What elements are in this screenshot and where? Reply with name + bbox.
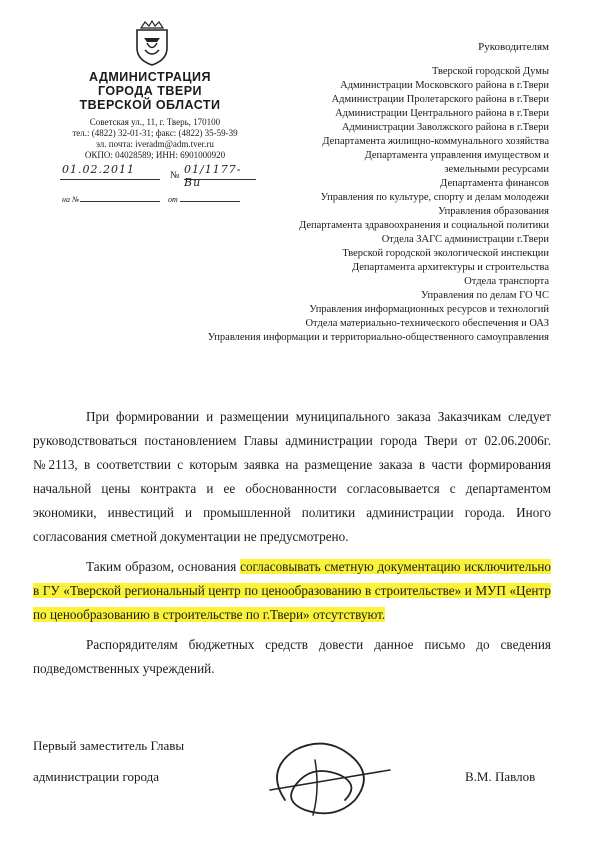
addressee-item: Управления информации и территориально-общественного самоуправления: [207, 332, 549, 343]
org-codes: ОКПО: 04028589; ИНН: 6901000920: [84, 150, 226, 160]
org-phone: тел.: (4822) 32-01-31; факс: (4822) 35-59-39: [72, 128, 238, 138]
addressee-item: Администрации Пролетарского района в г.Твери: [331, 94, 549, 105]
addressee-item: Департамента жилищно-коммунального хозяйства: [322, 136, 549, 147]
handwritten-signature-icon: [255, 730, 405, 825]
addressees-heading: Руководителям: [478, 41, 549, 53]
signer-name: В.М. Павлов: [465, 769, 536, 784]
highlighted-text: согласовывать сметную документацию исключительно в ГУ «Тверской региональный центр по ценообразованию в строительстве» и МУП «Центр по ценообразованию в строительстве по г.Твери» отсутствуют.: [33, 559, 551, 622]
org-name-line2: ГОРОДА ТВЕРИ: [97, 84, 203, 98]
addressee-item: Администрации Заволжского района в г.Твери: [341, 122, 549, 133]
body-paragraph-2-plain: Таким образом, основания: [86, 559, 241, 574]
body-paragraph-1: При формировании и размещении муниципального заказа Заказчикам следует руководствоваться постановлением Главы администрации города Твери от 02.06.2006г. №2113, в соответствии с которым заявка на размещение заказа в части формирования начальной цены контракта и ее обоснованности согласовывается с департаментом экономики, инвестиций и промышленной политики администрации города. Иного согласования сметной документации не предусмотрено.: [33, 409, 551, 544]
reg-date-line: [60, 163, 160, 180]
letter-body: [33, 405, 551, 681]
addressee-item: земельными ресурсами: [444, 164, 549, 175]
addressee-item: Департамента финансов: [440, 178, 549, 189]
body-paragraph-2: [33, 555, 551, 627]
org-name-line1: АДМИНИСТРАЦИЯ: [88, 70, 212, 84]
signer-position-line1: Первый заместитель Главы: [33, 738, 185, 753]
addressee-item: Департамента архитектуры и строительства: [351, 262, 549, 273]
reply-to-label: на №: [62, 195, 80, 204]
addressee-item: Тверской городской экологической инспекции: [342, 248, 549, 259]
addressee-item: Управления по культуре, спорту и делам молодежи: [320, 192, 549, 203]
org-address: Советская ул., 11, г. Тверь, 170100: [89, 117, 221, 127]
org-name-line3: ТВЕРСКОЙ ОБЛАСТИ: [79, 98, 221, 112]
reply-to-line: [80, 193, 160, 202]
addressee-item: Департамента здравоохранения и социальной политики: [299, 220, 549, 231]
addressee-item: Администрации Московского района в г.Твери: [340, 80, 549, 91]
addressee-item: Тверской городской Думы: [432, 66, 549, 77]
reg-date: 01.02.2011: [62, 163, 135, 176]
org-email: эл. почта: iveradm@adm.tver.ru: [96, 139, 214, 149]
addressee-item: Управления по делам ГО ЧС: [421, 290, 549, 301]
reg-number-sign: №: [170, 170, 180, 181]
addressee-item: Отдела транспорта: [464, 276, 549, 287]
reply-from-label: от: [168, 195, 178, 204]
addressee-item: Управления информационных ресурсов и технологий: [309, 304, 549, 315]
addressee-item: Отдела материально-технического обеспечения и ОАЗ: [305, 318, 549, 329]
addressee-list: [150, 65, 549, 345]
addressee-item: Департамента управления имуществом и: [364, 150, 549, 161]
body-paragraph-3: Распорядителям бюджетных средств довести данное письмо до сведения подведомственных учреждений.: [33, 637, 551, 676]
addressee-item: Отдела ЗАГС администрации г.Твери: [381, 234, 549, 245]
addressee-item: Администрации Центрального района в г.Твери: [335, 108, 549, 119]
reg-number: 01/1177-Ви: [184, 163, 242, 189]
addressee-item: Управления образования: [438, 206, 549, 217]
signer-position-line2: администрации города: [33, 769, 160, 784]
